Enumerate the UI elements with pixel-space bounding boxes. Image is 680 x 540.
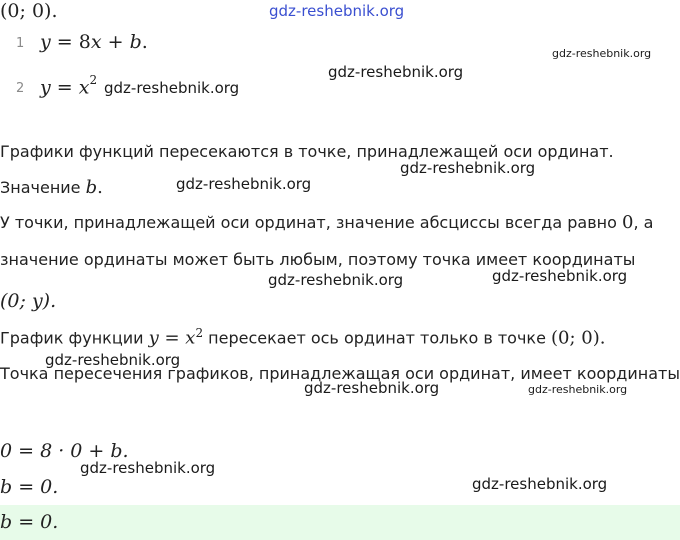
paragraph-value-b	[0, 177, 103, 198]
equals-sign: =	[56, 76, 79, 99]
watermark: gdz-reshebnik.org	[472, 475, 608, 493]
watermark: gdz-reshebnik.org	[304, 379, 440, 397]
equation-1-dot: .	[141, 31, 148, 53]
coordinate-0-y: (0; y).	[0, 290, 57, 312]
equation-1-lhs: y	[40, 31, 51, 53]
equation-2-base: x	[78, 76, 90, 99]
watermark: gdz-reshebnik.org	[176, 175, 312, 193]
equation-2-exponent: 2	[89, 73, 98, 87]
parabola-prefix: График функции	[0, 328, 149, 348]
calculation-substitution: 0 = 8 · 0 + b.	[0, 440, 129, 462]
equation-1-plus: +	[101, 31, 130, 53]
watermark-top[interactable]: gdz-reshebnik.org	[269, 2, 405, 20]
watermark: gdz-reshebnik.org	[268, 271, 404, 289]
equation-number-1: 1	[16, 36, 25, 51]
equation-1	[40, 31, 148, 53]
equation-1-b: b	[129, 31, 142, 53]
equation-2	[40, 75, 97, 98]
equation-1-coef: 8	[78, 31, 91, 53]
value-label: Значение	[0, 178, 86, 197]
parabola-exponent: 2	[195, 326, 204, 340]
watermark: gdz-reshebnik.org	[80, 459, 216, 477]
watermark: gdz-reshebnik.org	[45, 351, 181, 369]
answer: b = 0.	[0, 511, 59, 533]
answer-box	[0, 505, 680, 540]
watermark: gdz-reshebnik.org	[328, 63, 464, 81]
calculation-result: b = 0.	[0, 476, 59, 498]
watermark: gdz-reshebnik.org	[400, 159, 536, 177]
paragraph-abscissa-line2: значение ординаты может быть любым, поэтому точка имеет координаты	[0, 250, 636, 269]
paragraph-abscissa-line1	[0, 212, 653, 233]
variable-b: b	[85, 177, 98, 198]
watermark: gdz-reshebnik.org	[552, 47, 652, 60]
zero-value: 0	[621, 212, 634, 233]
equals-sign: =	[158, 327, 186, 349]
abscissa-text: У точки, принадлежащей оси ординат, значение абсциссы всегда равно	[0, 213, 622, 232]
paragraph-intersection: Графики функций пересекаются в точке, принадлежащей оси ординат.	[0, 142, 614, 161]
point-0-0: (0; 0).	[551, 327, 606, 349]
watermark: gdz-reshebnik.org	[528, 383, 628, 396]
parabola-base: x	[185, 327, 196, 349]
parabola-middle: пересекает ось ординат только в точке	[203, 328, 551, 348]
abscissa-suffix: , а	[633, 213, 654, 232]
equation-number-2: 2	[16, 81, 25, 96]
period: .	[97, 177, 103, 198]
paragraph-intersection-point: Точка пересечения графиков, принадлежащая оси ординат, имеет координаты	[0, 364, 680, 383]
intersection-point: (0; 0).	[0, 0, 58, 22]
paragraph-parabola	[0, 326, 605, 348]
watermark: gdz-reshebnik.org	[104, 79, 240, 97]
equation-1-x: x	[90, 31, 102, 53]
equation-2-lhs: y	[40, 76, 51, 99]
parabola-lhs: y	[148, 327, 159, 349]
watermark: gdz-reshebnik.org	[492, 267, 628, 285]
equals-sign: =	[56, 31, 79, 53]
